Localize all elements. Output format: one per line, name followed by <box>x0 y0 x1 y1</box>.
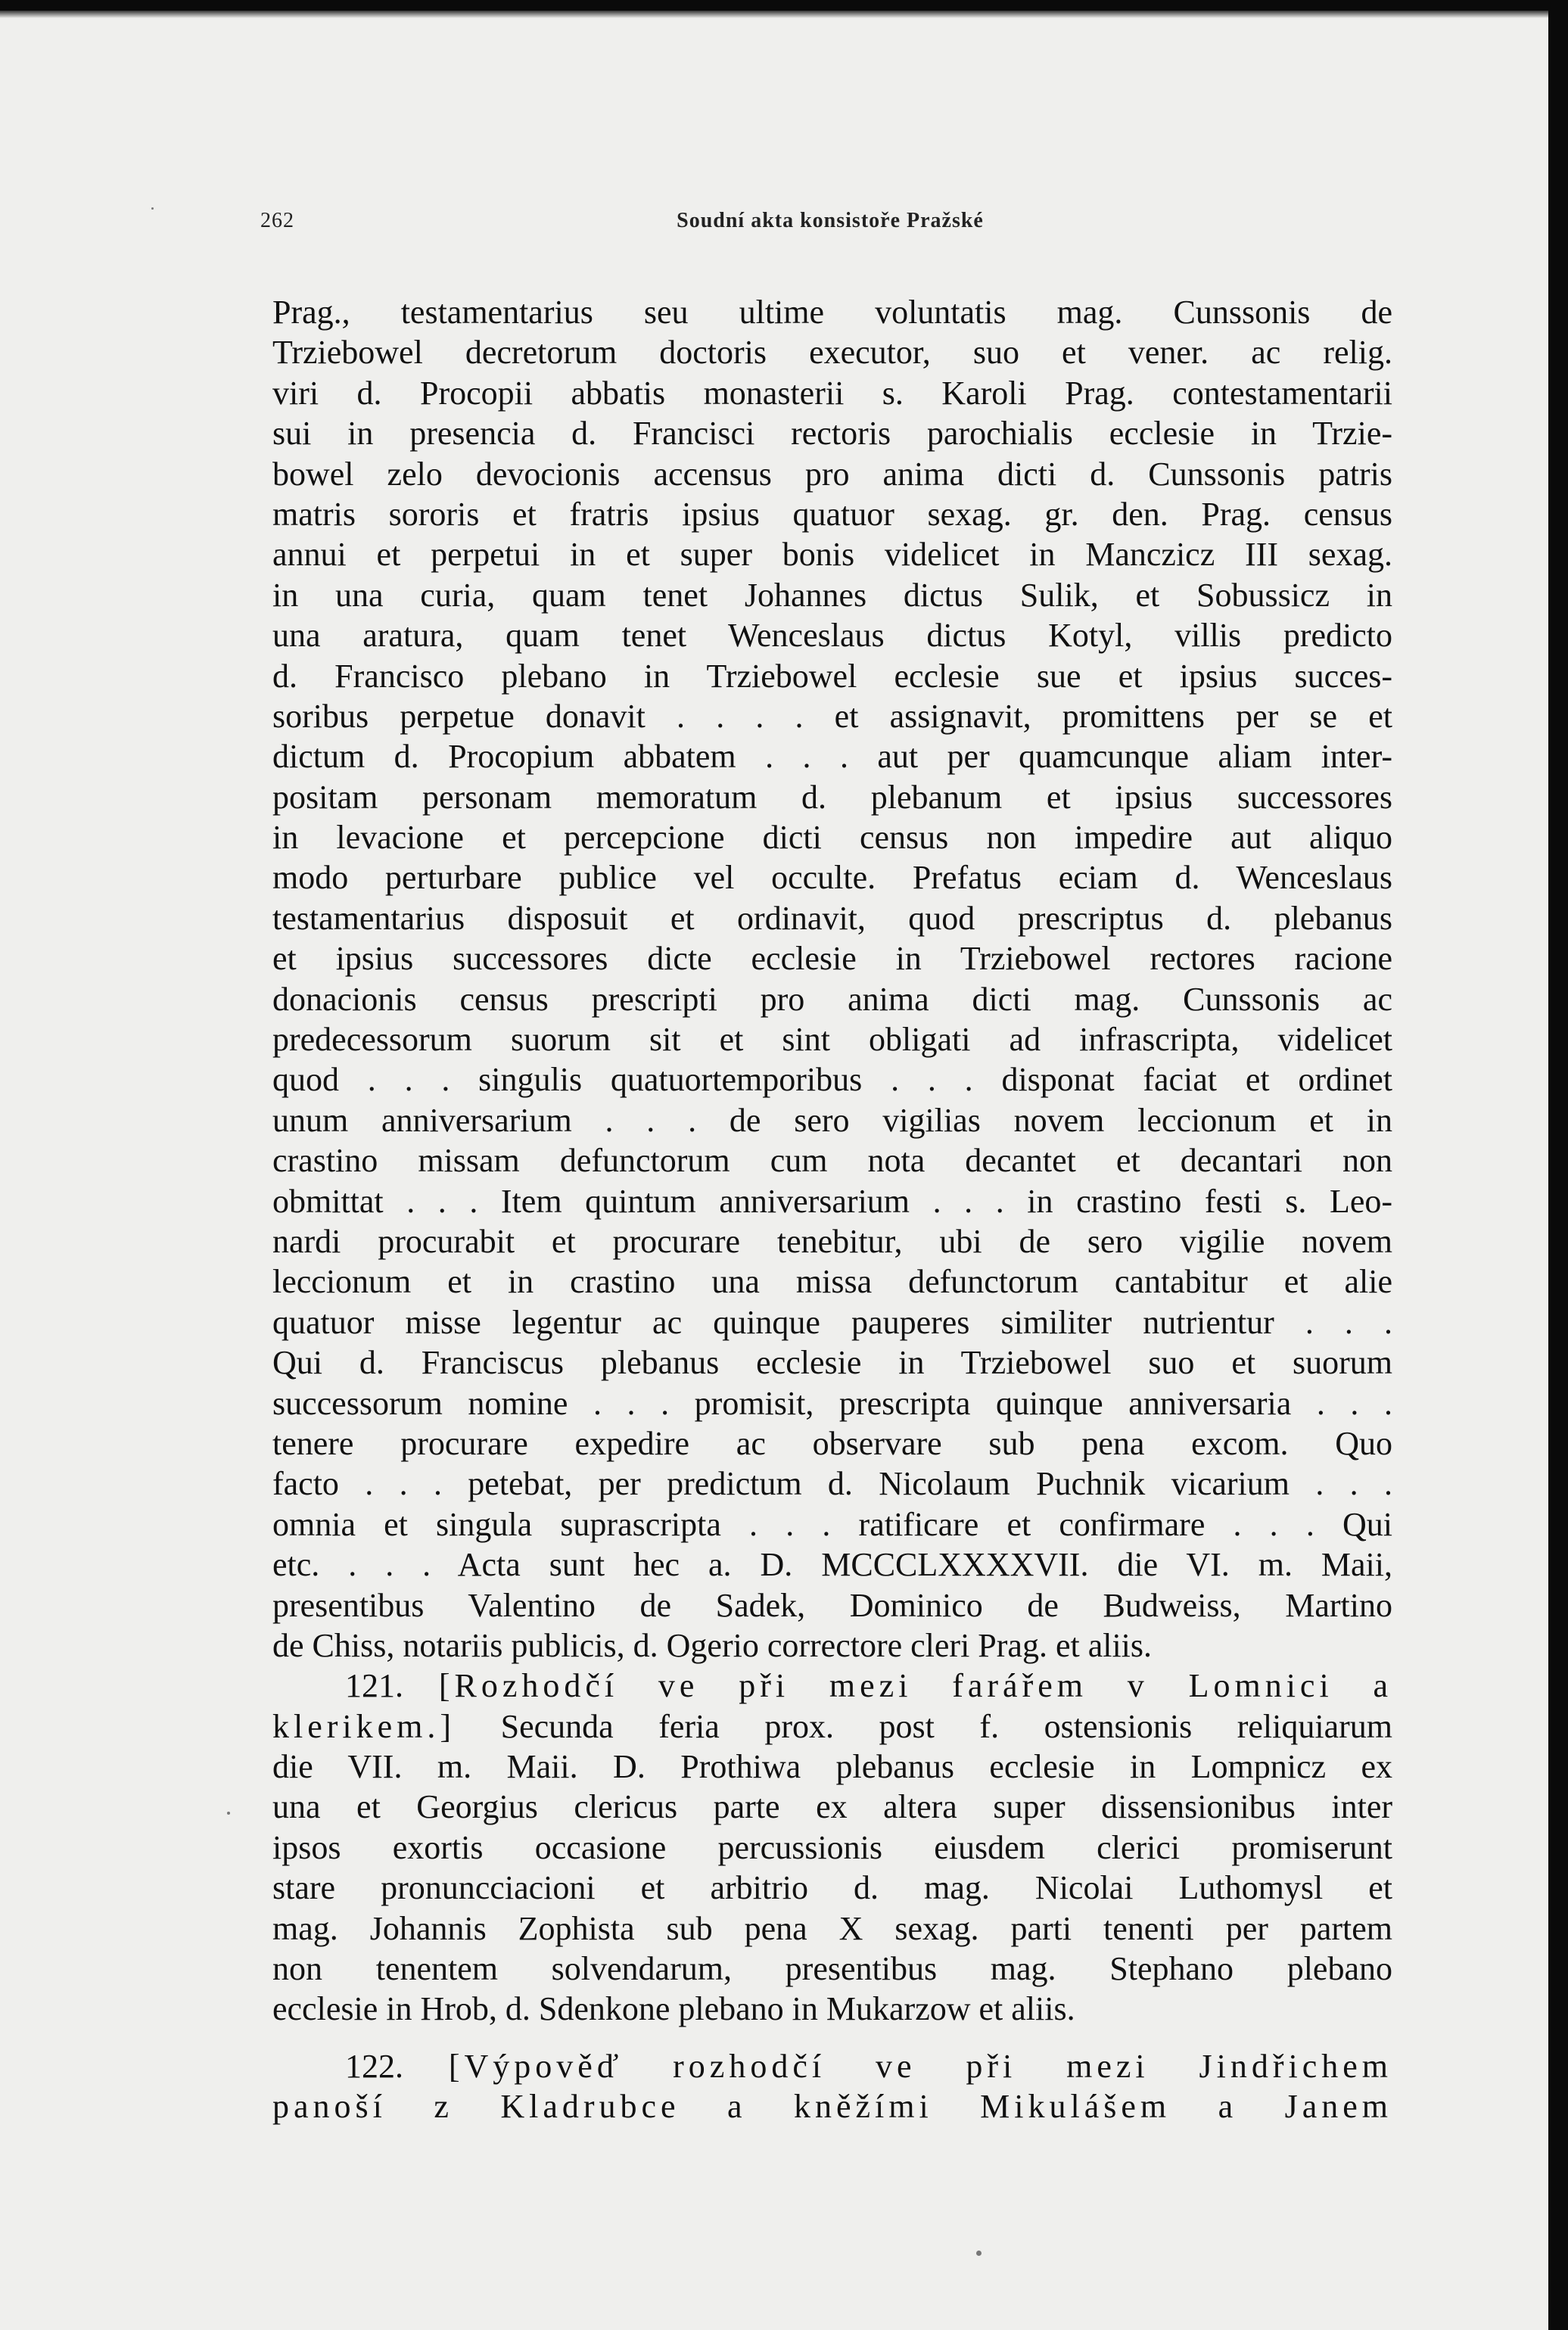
text-line: stare pronuncciacioni et arbitrio d. mag. Nicolai Luthomysl et <box>272 1869 1392 1907</box>
text-line: quatuor misse legentur ac quinque pauperes similiter nutrientur . . . <box>272 1303 1392 1341</box>
text-line: de Chiss, notariis publicis, d. Ogerio correctore cleri Prag. et aliis. <box>272 1626 1153 1664</box>
text-line: soribus perpetue donavit . . . . et assignavit, promittens per se et <box>272 697 1392 735</box>
text-line: Trziebowel decretorum doctoris executor, suo et vener. ac relig. <box>272 334 1392 372</box>
text-line: Prag., testamentarius seu ultime voluntatis mag. Cunssonis de <box>272 294 1392 331</box>
entry-heading: [Výpověď rozhodčí ve při mezi Jindřichem <box>448 2047 1392 2085</box>
text-line: dictum d. Procopium abbatem . . . aut per quamcunque aliam inter- <box>272 738 1392 776</box>
text-line: mag. Johannis Zophista sub pena X sexag. parti tenenti per partem <box>272 1909 1392 1947</box>
entry-number: 121. <box>345 1667 403 1705</box>
text-line: leccionum et in crastino una missa defunctorum cantabitur et alie <box>272 1263 1392 1301</box>
text-line: presentibus Valentino de Sadek, Dominico de Budweiss, Martino <box>272 1586 1392 1624</box>
text-line: unum anniversarium . . . de sero vigilias novem leccionum et in <box>272 1101 1392 1139</box>
text-line: positam personam memoratum d. plebanum et ipsius successores <box>272 778 1392 816</box>
text-line: annui et perpetui in et super bonis videlicet in Manczicz III sexag. <box>272 536 1392 574</box>
entry-122-heading-line <box>272 2046 1392 2086</box>
text-line: successorum nomine . . . promisit, prescripta quinque anniversaria . . . <box>272 1384 1392 1422</box>
text-line: etc. . . . Acta sunt hec a. D. MCCCLXXXXVII. die VI. m. Maii, <box>272 1546 1392 1584</box>
text-line: tenere procurare expedire ac observare sub pena excom. Quo <box>272 1424 1392 1462</box>
text-line: modo perturbare publice vel occulte. Prefatus eciam d. Wenceslaus <box>272 859 1392 897</box>
text-line: bowel zelo devocionis accensus pro anima dicti d. Cunssonis patris <box>272 455 1392 493</box>
text-line: facto . . . petebat, per predictum d. Nicolaum Puchnik vicarium . . . <box>272 1465 1392 1503</box>
text-line: die VII. m. Maii. D. Prothiwa plebanus ecclesie in Lompnicz ex <box>272 1748 1392 1786</box>
text-line: ipsos exortis occasione percussionis eiusdem clerici promiserunt <box>272 1828 1392 1866</box>
paper-speck <box>227 1812 230 1815</box>
text-line: omnia et singula suprascripta . . . ratificare et confirmare . . . Qui <box>272 1505 1392 1543</box>
text-line: matris sororis et fratris ipsius quatuor sexag. gr. den. Prag. census <box>272 495 1392 533</box>
entry-121 <box>272 1666 1392 2030</box>
text-line: viri d. Procopii abbatis monasterii s. Karoli Prag. contestamentarii <box>272 374 1392 412</box>
text-line: sui in presencia d. Francisci rectoris parochialis ecclesie in Trzie- <box>272 415 1392 453</box>
page-body <box>272 292 1392 2127</box>
text-line: una aratura, quam tenet Wenceslaus dictus Kotyl, villis predicto <box>272 617 1392 655</box>
text-line: una et Georgius clericus parte ex altera super dissensionibus inter <box>272 1788 1392 1826</box>
entry-heading: [Rozhodčí ve při mezi farářem v Lomnici a <box>438 1667 1392 1705</box>
entry-number: 122. <box>345 2047 403 2085</box>
entry-gap <box>272 2030 1392 2046</box>
paragraph-continuation <box>272 292 1392 1666</box>
running-title: Soudní akta konsistoře Pražské <box>677 209 984 232</box>
paper-speck <box>976 2251 982 2256</box>
text-line: et ipsius successores dicte ecclesie in Trziebowel rectores racione <box>272 940 1392 978</box>
page-header <box>260 209 1400 244</box>
text-line: predecessorum suorum sit et sint obligati ad infrascripta, videlicet <box>272 1021 1392 1059</box>
entry-121-second-line <box>272 1706 1392 1747</box>
text-line: Secunda feria prox. post f. ostensionis reliquiarum <box>500 1707 1392 1745</box>
text-line: obmittat . . . Item quintum anniversarium . . . in crastino festi s. Leo- <box>272 1182 1392 1220</box>
text-line: crastino missam defunctorum cum nota decantet et decantari non <box>272 1142 1392 1180</box>
text-line: nardi procurabit et procurare tenebitur, ubi de sero vigilie novem <box>272 1222 1392 1260</box>
entry-heading-end: klerikem.] <box>272 1707 456 1745</box>
text-line: in una curia, quam tenet Johannes dictus Sulik, et Sobussicz in <box>272 576 1392 614</box>
text-line: d. Francisco plebano in Trziebowel ecclesie sue et ipsius succes- <box>272 657 1392 695</box>
page-number: 262 <box>260 209 294 232</box>
text-line: Qui d. Franciscus plebanus ecclesie in Trziebowel suo et suorum <box>272 1344 1392 1382</box>
text-line: testamentarius disposuit et ordinavit, quod prescriptus d. plebanus <box>272 899 1392 937</box>
entry-121-text <box>272 1747 1392 2030</box>
entry-122 <box>272 2046 1392 2127</box>
text-line: ecclesie in Hrob, d. Sdenkone plebano in Mukarzow et aliis. <box>272 1990 1075 2028</box>
entry-122-heading-line-2: panoší z Kladrubce a kněžími Mikulášem a Janem <box>272 2088 1392 2126</box>
text-line: quod . . . singulis quatuortemporibus . . . disponat faciat et ordinet <box>272 1061 1392 1099</box>
text-line: donacionis census prescripti pro anima dicti mag. Cunssonis ac <box>272 980 1392 1018</box>
entry-121-heading-line <box>272 1666 1392 1706</box>
text-line: non tenentem solvendarum, presentibus mag. Stephano plebano <box>272 1950 1392 1988</box>
text-line: in levacione et percepcione dicti census non impedire aut aliquo <box>272 819 1392 857</box>
paper-speck <box>151 207 154 210</box>
document-page <box>0 11 1548 2330</box>
